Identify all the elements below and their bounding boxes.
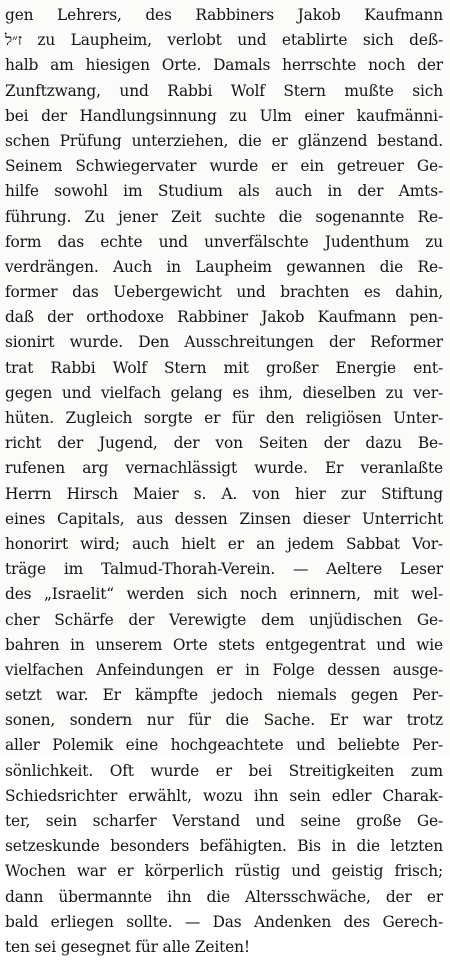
article-text-line: schen Prüfung unterziehen, die er glänzend bestand. bbox=[5, 131, 443, 150]
article-text-line: gegen und vielfach gelang es ihm, dieselben zu ver- bbox=[5, 383, 443, 402]
article-text-line: bald erliegen sollte. — Das Andenken des Gerech- bbox=[5, 912, 443, 931]
article-text-line: daß der orthodoxe Rabbiner Jakob Kaufmann pen- bbox=[5, 308, 443, 327]
article-text-line: Wochen war er körperlich rüstig und geistig frisch; bbox=[5, 862, 443, 881]
article-text-line: trat Rabbi Wolf Stern mit großer Energie ent- bbox=[5, 358, 443, 377]
article-text-line: Seinem Schwiegervater wurde er ein getreuer Ge- bbox=[5, 157, 443, 176]
article-text-line: verdrängen. Auch in Laupheim gewannen die Re- bbox=[5, 257, 443, 276]
article-text-line: ten sei gesegnet für alle Zeiten! bbox=[5, 937, 250, 956]
article-text-line: cher Schärfe der Verewigte dem unjüdischen Ge- bbox=[5, 610, 443, 629]
article-text-line: richt der Jugend, der von Seiten der dazu Be- bbox=[5, 434, 443, 453]
article-text-line: sonen, sondern nur für die Sache. Er war trotz bbox=[5, 711, 443, 730]
article-text-line: führung. Zu jener Zeit suchte die sogenannte Re- bbox=[5, 207, 443, 226]
article-text-line: dann übermannte ihn die Altersschwäche, der er bbox=[5, 887, 443, 906]
article-text-line: halb am hiesigen Orte. Damals herrschte noch der bbox=[5, 56, 443, 75]
article-text-line: aller Polemik eine hochgeachtete und beliebte Per- bbox=[5, 736, 443, 755]
article-text-line: former das Uebergewicht und brachten es dahin, bbox=[5, 283, 443, 302]
article-text-line: gen Lehrers, des Rabbiners Jakob Kaufmann bbox=[5, 6, 443, 24]
article-text-line: hüten. Zugleich sorgte er für den religiösen Unter- bbox=[5, 409, 443, 427]
article-text-line: rufenen arg vernachlässigt wurde. Er veranlaßte bbox=[5, 459, 443, 478]
article-text-line: honorirt wird; auch hielt er an jedem Sabbat Vor- bbox=[5, 534, 443, 553]
article-text-line: bahren in unserem Orte stets entgegentrat und wie bbox=[5, 635, 443, 654]
article-text-line: bei der Handlungsinnung zu Ulm einer kaufmänni- bbox=[5, 106, 443, 125]
article-text-line: setzeskunde besonders befähigten. Bis in die letzten bbox=[5, 837, 443, 856]
article-text-line: träge im Talmud-Thorah-Verein. — Aeltere Leser bbox=[5, 560, 443, 579]
article-text-line: ז״ל zu Laupheim, verlobt und etablirte sich deß- bbox=[5, 31, 443, 50]
article-text-line: sionirt wurde. Den Ausschreitungen der Reformer bbox=[5, 333, 443, 352]
article-text-column bbox=[5, 3, 443, 960]
article-text-line: vielfachen Anfeindungen er in Folge dessen ausge- bbox=[5, 660, 443, 679]
article-text-line: eines Capitals, aus dessen Zinsen dieser Unterricht bbox=[5, 509, 443, 528]
article-text-line: setzt war. Er kämpfte jedoch niemals gegen Per- bbox=[5, 686, 443, 705]
article-text-line: Schiedsrichter erwählt, wozu ihn sein edler Charak- bbox=[5, 786, 443, 805]
article-text-line: ter, sein scharfer Verstand und seine große Ge- bbox=[5, 812, 443, 830]
article-text-line: form das echte und unverfälschte Judenthum zu bbox=[5, 232, 443, 251]
article-text-line: des „Israelit“ werden sich noch erinnern, mit wel- bbox=[5, 585, 443, 604]
article-text-line: hilfe sowohl im Studium als auch in der Amts- bbox=[5, 182, 443, 201]
article-text-line: Zunftzwang, und Rabbi Wolf Stern mußte sich bbox=[5, 81, 443, 100]
article-text-line: sönlichkeit. Oft wurde er bei Streitigkeiten zum bbox=[5, 761, 443, 780]
article-text-line: Herrn Hirsch Maier s. A. von hier zur Stiftung bbox=[5, 484, 443, 503]
